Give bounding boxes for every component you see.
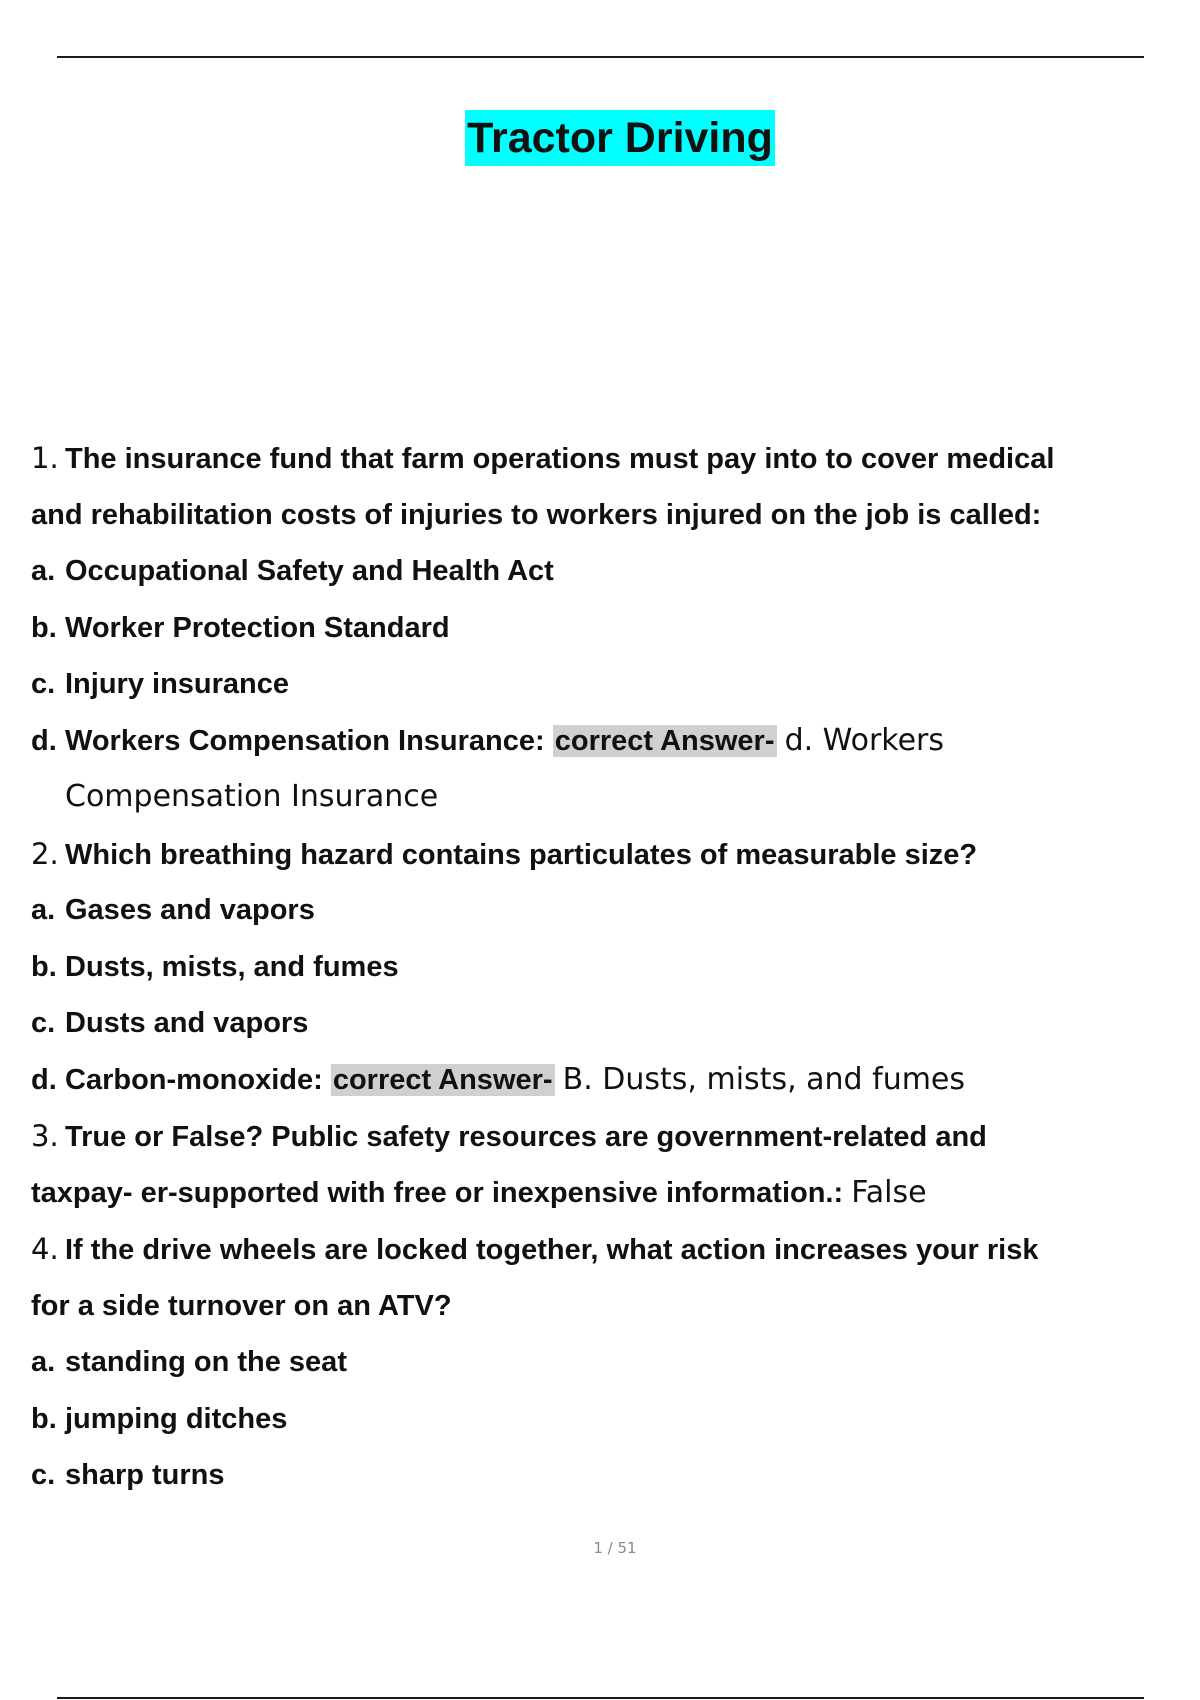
bottom-divider [57,1697,1144,1699]
option-label: a. [31,894,56,926]
question-4-line-1 [31,1221,1171,1278]
option-text: Dusts and vapors [65,1007,309,1039]
option-label: c. [31,1459,56,1491]
option-text: standing on the seat [65,1346,347,1378]
question-text: for a side turnover on an ATV? [31,1289,452,1322]
option-label: b. [31,950,57,983]
option-a [31,1334,1171,1391]
top-divider [57,56,1144,58]
question-text: True or False? Public safety resources are government-related and [65,1121,987,1153]
question-1-line-2 [31,487,1171,544]
question-text: If the drive wheels are locked together, what action increases your risk [65,1234,1039,1266]
option-text: Dusts, mists, and fumes [65,950,399,983]
question-number: 4. [31,1232,59,1266]
option-b [31,600,1171,657]
question-text: and rehabilitation costs of injuries to workers injured on the job is called: [31,498,1042,531]
option-text: Carbon-monoxide: [65,1063,323,1096]
option-label: a. [31,1346,56,1378]
option-text: Occupational Safety and Health Act [65,555,554,587]
option-label: d. [31,1063,57,1096]
option-a [31,543,1171,600]
question-1-line-1 [31,430,1171,487]
question-3-line-2 [31,1165,1171,1222]
page-title: Tractor Driving [465,110,775,166]
option-text: Injury insurance [65,668,290,700]
option-label: c. [31,668,56,700]
option-label: b. [31,1402,57,1435]
answer-text: False [851,1174,927,1210]
question-4-line-2 [31,1278,1171,1335]
option-d [31,1052,1171,1109]
option-text: Workers Compensation Insurance: [65,724,545,757]
answer-text: B. Dusts, mists, and fumes [562,1061,966,1097]
answer-continuation [31,769,1171,826]
question-text: Which breathing hazard contains particulates of measurable size? [65,838,978,871]
title-container [0,110,1200,166]
option-c [31,1447,1171,1504]
option-label: d. [31,724,57,757]
option-text: jumping ditches [65,1402,288,1435]
option-label: a. [31,555,56,587]
option-b [31,1391,1171,1448]
question-3-line-1 [31,1108,1171,1165]
correct-answer-marker: correct Answer- [554,724,775,757]
option-label: b. [31,611,57,644]
question-number: 3. [31,1119,59,1153]
option-d [31,713,1171,770]
question-list [31,430,1171,1504]
option-a [31,882,1171,939]
option-text: sharp turns [65,1459,225,1491]
option-b [31,939,1171,996]
correct-answer-marker: correct Answer- [332,1063,553,1096]
question-number: 1. [31,441,59,475]
question-text: The insurance fund that farm operations must pay into to cover medical [65,443,1055,475]
option-text: Gases and vapors [65,894,315,926]
answer-text: Compensation Insurance [65,779,439,814]
answer-text: d. Workers [784,722,944,758]
question-2-line-1 [31,826,1171,883]
question-text: taxpay- er-supported with free or inexpensive information.: [31,1176,844,1209]
question-number: 2. [31,836,59,871]
option-label: c. [31,1007,56,1039]
option-c [31,656,1171,713]
option-text: Worker Protection Standard [65,611,450,644]
option-c [31,995,1171,1052]
page-indicator: 1 / 51 [593,1539,637,1557]
